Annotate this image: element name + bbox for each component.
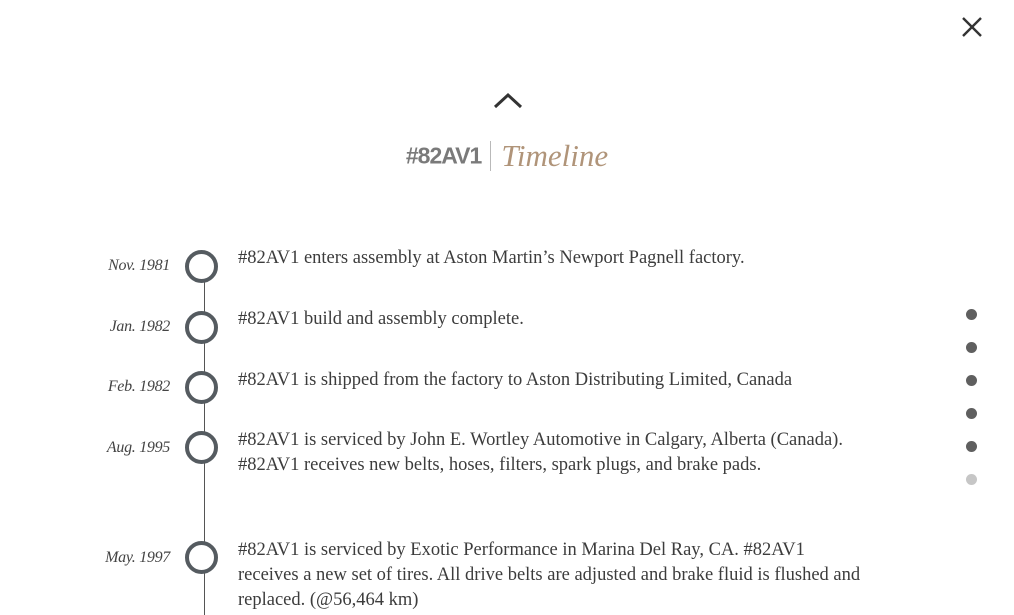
page-title: [0, 138, 1014, 174]
pagination-dot[interactable]: [966, 474, 977, 485]
timeline-marker: [185, 311, 218, 344]
close-button[interactable]: [958, 13, 986, 41]
pagination-dot[interactable]: [966, 408, 977, 419]
event-text: #82AV1 is serviced by John E. Wortley Automotive in Calgary, Alberta (Canada). #82AV1 receives new belts, hoses, filters, spark plugs, and brake pads.: [238, 430, 843, 475]
pagination-dot[interactable]: [966, 375, 977, 386]
title-word: Timeline: [501, 138, 609, 173]
timeline-marker: [185, 371, 218, 404]
chevron-up-icon: [492, 92, 524, 110]
event-date: Jan. 1982: [109, 318, 170, 335]
event-text: #82AV1 is serviced by Exotic Performance in Marina Del Ray, CA. #82AV1 receives a new set of tires. All drive belts are adjusted and brake fluid is flushed and replaced. (@56,464 km): [238, 540, 861, 610]
pagination-dot[interactable]: [966, 441, 977, 452]
event-text: #82AV1 is shipped from the factory to Aston Distributing Limited, Canada: [238, 370, 793, 390]
timeline-marker: [185, 541, 218, 574]
close-icon: [958, 13, 986, 41]
pagination-dot[interactable]: [966, 342, 977, 353]
event-date: Aug. 1995: [106, 439, 170, 456]
event-date: Feb. 1982: [107, 378, 170, 395]
title-divider: [490, 141, 491, 171]
event-text: #82AV1 enters assembly at Aston Martin’s Newport Pagnell factory.: [238, 248, 745, 268]
event-date: May. 1997: [105, 549, 170, 566]
timeline-marker: [185, 431, 218, 464]
scroll-up-button[interactable]: [492, 92, 524, 110]
timeline-marker: [185, 250, 218, 283]
event-text: #82AV1 build and assembly complete.: [238, 309, 524, 329]
event-date: Nov. 1981: [108, 257, 170, 274]
pagination-dot[interactable]: [966, 309, 977, 320]
vehicle-code: #82AV1: [405, 142, 482, 169]
